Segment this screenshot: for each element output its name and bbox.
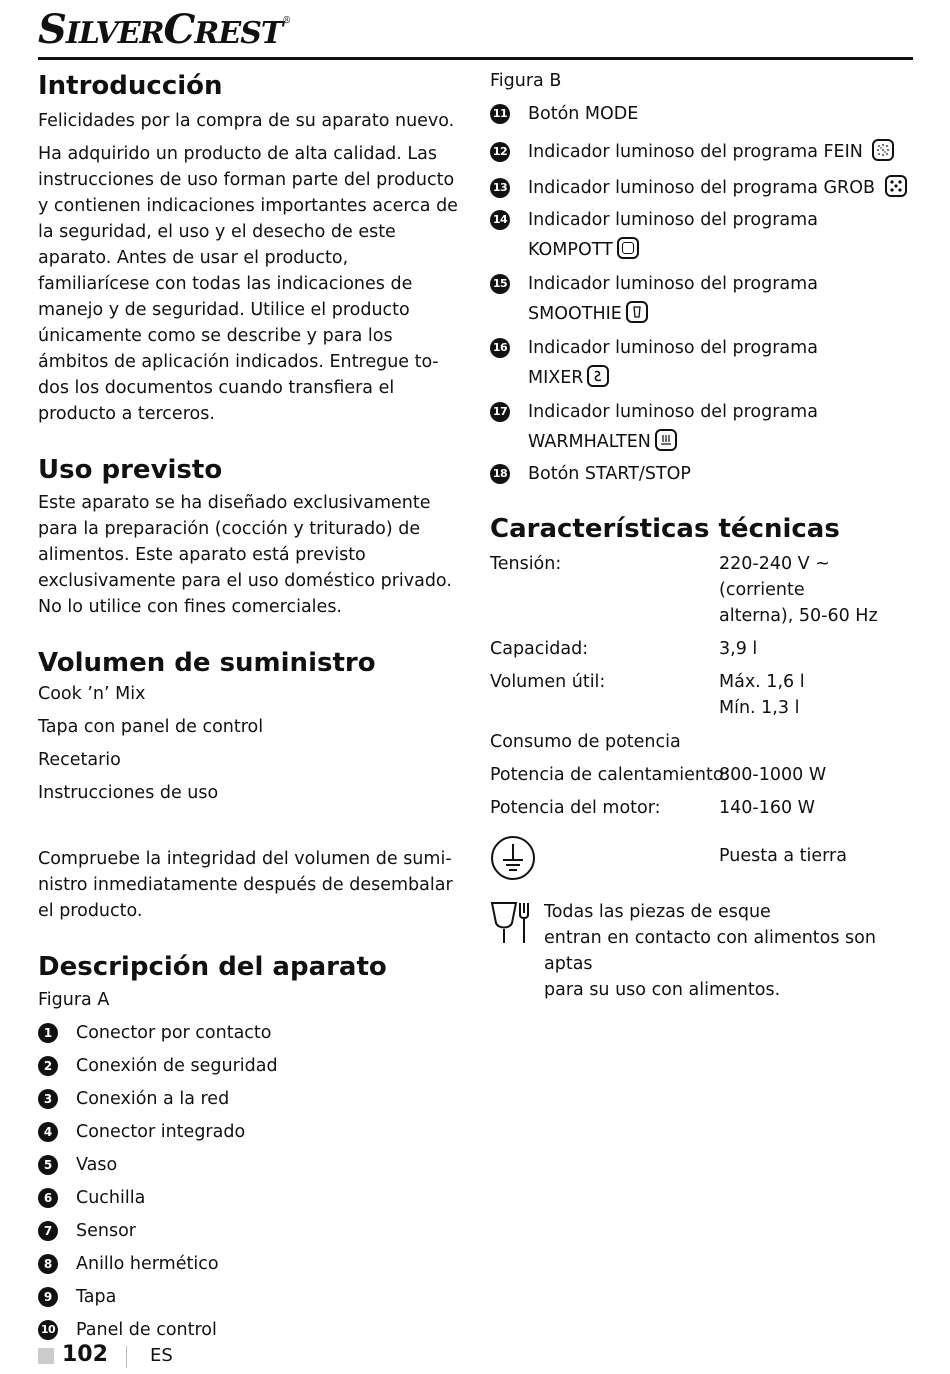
volumen-note: Compruebe la integridad del volumen de suministro inmediatamente después de desembalar el producto.	[38, 849, 453, 921]
dots-fine-icon	[872, 139, 894, 161]
number-badge: 17	[490, 402, 510, 422]
intro-paragraph-2: Ha adquirido un producto de alta calidad. Las instrucciones de uso forman parte del producto y contienen indicaciones importantes acerca de la seguridad, el uso y el desecho de este aparato. Antes de usar el producto, familiarícese con todas las indicaciones de manejo y de seguridad. Utilice el producto únicamente como se describe y para los ámbitos de aplicación indicados. Entregue todos los documentos cuando transfiera el producto a terceros.	[38, 144, 458, 424]
glass-icon	[626, 301, 648, 323]
list-item: 11 Botón MODE	[490, 101, 920, 127]
figura-b-label: Figura B	[490, 71, 562, 91]
number-badge: 16	[490, 338, 510, 358]
whisk-icon	[587, 365, 609, 387]
pot-icon	[617, 237, 639, 259]
number-badge: 8	[38, 1254, 58, 1274]
brand-logo: SILVERCREST®	[38, 6, 291, 53]
list-item: 9 Tapa	[38, 1284, 460, 1310]
spec-row: Tensión: 220-240 V ~ (corriente alterna), 50-60 Hz	[490, 554, 878, 626]
list-item: 2 Conexión de seguridad	[38, 1053, 460, 1079]
list-item: 13 Indicador luminoso del programa GROB	[490, 175, 920, 201]
tecnicas-heading: Características técnicas	[490, 514, 840, 544]
number-badge: 15	[490, 274, 510, 294]
spec-row: Potencia de calentamiento: 800-1000 W	[490, 765, 827, 785]
list-item: 17 Indicador luminoso del programa WARMHALTEN	[490, 399, 920, 455]
list-item: 15 Indicador luminoso del programa SMOOTHIE	[490, 271, 920, 327]
descripcion-heading: Descripción del aparato	[38, 952, 387, 982]
number-badge: 2	[38, 1056, 58, 1076]
list-item: 8 Anillo hermético	[38, 1251, 460, 1277]
spec-row: Potencia del motor: 140-160 W	[490, 798, 815, 818]
number-badge: 13	[490, 178, 510, 198]
ground-row: Puesta a tierra	[490, 835, 920, 891]
number-badge: 7	[38, 1221, 58, 1241]
list-item: 16 Indicador luminoso del programa MIXER	[490, 335, 920, 391]
list-item: 12 Indicador luminoso del programa FEIN	[490, 139, 920, 165]
intro-paragraph-1: Felicidades por la compra de su aparato nuevo.	[38, 111, 455, 131]
list-item: 5 Vaso	[38, 1152, 460, 1178]
left-column	[38, 60, 460, 1343]
list-item: 6 Cuchilla	[38, 1185, 460, 1211]
steam-icon	[655, 429, 677, 451]
list-item: 18 Botón START/STOP	[490, 461, 920, 487]
intro-heading: Introducción	[38, 71, 223, 101]
page-number: 102	[62, 1342, 108, 1367]
number-badge: 6	[38, 1188, 58, 1208]
dots-coarse-icon	[885, 175, 907, 197]
number-badge: 10	[38, 1320, 58, 1340]
number-badge: 12	[490, 142, 510, 162]
page-footer	[38, 1342, 338, 1372]
uso-heading: Uso previsto	[38, 455, 223, 485]
spec-row: Volumen útil: Máx. 1,6 l Mín. 1,3 l	[490, 672, 805, 718]
footer-divider	[126, 1346, 127, 1368]
language-code: ES	[150, 1345, 173, 1366]
right-column	[490, 60, 920, 1003]
list-item: 1 Conector por contacto	[38, 1020, 460, 1046]
uso-paragraph: Este aparato se ha diseñado exclusivamente para la preparación (cocción y triturado) de alimentos. Este aparato está previsto exclusivamente para el uso doméstico privado. No lo utilice con fines comerciales.	[38, 493, 452, 617]
number-badge: 18	[490, 464, 510, 484]
glass-fork-icon	[490, 899, 534, 951]
volumen-heading: Volumen de suministro	[38, 648, 376, 678]
number-badge: 9	[38, 1287, 58, 1307]
list-item: 10 Panel de control	[38, 1317, 460, 1343]
number-badge: 4	[38, 1122, 58, 1142]
volumen-item: Instrucciones de uso	[38, 783, 219, 803]
food-safe-row: Todas las piezas de esque entran en contacto con alimentos son aptas para su uso con alimentos.	[490, 899, 920, 1003]
footer-marker	[38, 1348, 54, 1364]
consumo-subheading: Consumo de potencia	[490, 732, 681, 752]
number-badge: 11	[490, 104, 510, 124]
number-badge: 14	[490, 210, 510, 230]
volumen-item: Cook ’n’ Mix	[38, 684, 146, 704]
spec-row: Capacidad: 3,9 l	[490, 639, 758, 659]
number-badge: 5	[38, 1155, 58, 1175]
list-item: 4 Conector integrado	[38, 1119, 460, 1145]
volumen-item: Tapa con panel de control	[38, 717, 264, 737]
volumen-item: Recetario	[38, 750, 121, 770]
number-badge: 3	[38, 1089, 58, 1109]
list-item: 3 Conexión a la red	[38, 1086, 460, 1112]
ground-icon	[490, 835, 536, 885]
figura-a-label: Figura A	[38, 990, 110, 1010]
list-item: 7 Sensor	[38, 1218, 460, 1244]
list-item: 14 Indicador luminoso del programa KOMPOTT	[490, 207, 920, 263]
number-badge: 1	[38, 1023, 58, 1043]
